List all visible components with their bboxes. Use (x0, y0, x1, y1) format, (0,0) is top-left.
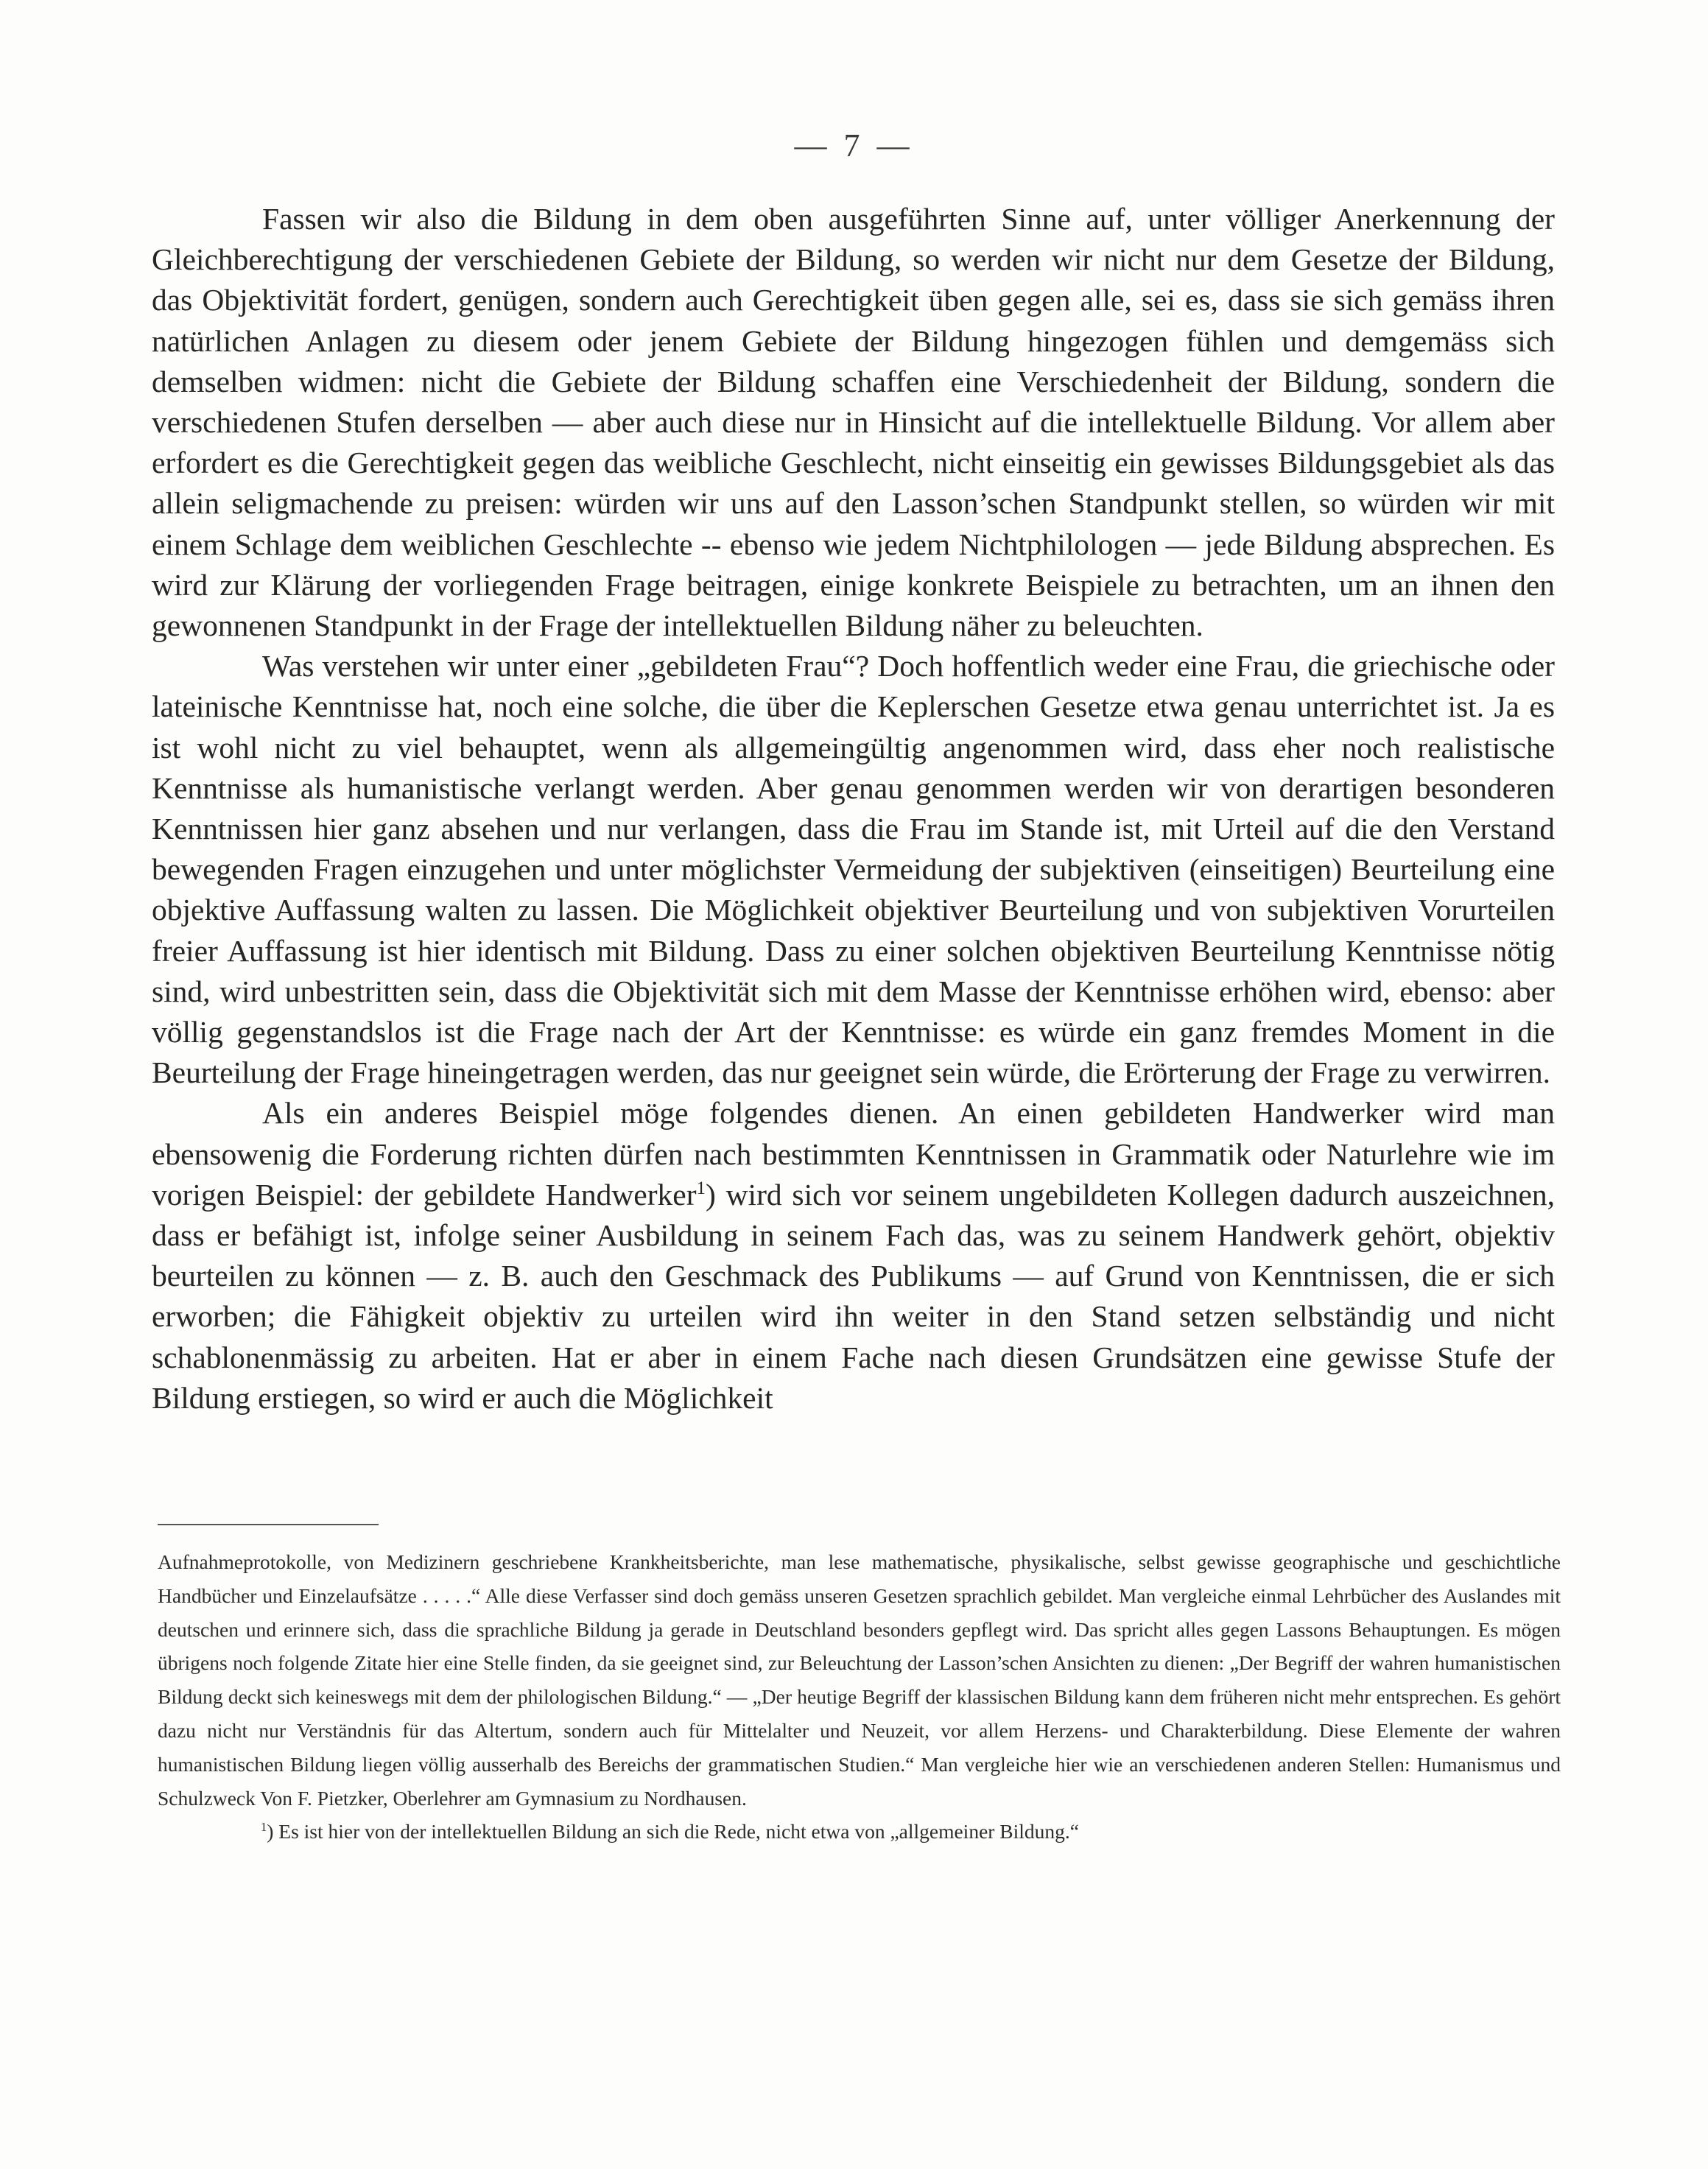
page-number: — 7 — (794, 127, 914, 164)
paragraph-3 (152, 1093, 1555, 1419)
footnotes (158, 1545, 1561, 1849)
footnote-1-text: ) Es ist hier von der intellektuellen Bildung an sich die Rede, nicht etwa von „allgemeiner Bildung.“ (267, 1820, 1080, 1843)
paragraph-2: Was verstehen wir unter einer „gebildeten Frau“? Doch hoffentlich weder eine Frau, die griechische oder lateinische Kenntnisse hat, noch eine solche, die über die Keplerschen Gesetze etwa genau unterrichtet ist. Ja es ist wohl nicht zu viel behauptet, wenn als allgemeingültig angenommen wird, dass eher noch realistische Kenntnisse als humanistische verlangt werden. Aber genau genommen werden wir von derartigen besonderen Kenntnissen hier ganz absehen und nur verlangen, dass die Frau im Stande ist, mit Urteil auf die den Verstand bewegenden Fragen einzugehen und unter möglichster Vermeidung der subjektiven (einseitigen) Beurteilung eine objektive Auffassung walten zu lassen. Die Möglichkeit objektiver Beurteilung und von subjektiven Vorurteilen freier Auffassung ist hier identisch mit Bildung. Dass zu einer solchen objektiven Beurteilung Kenntnisse nötig sind, wird unbestritten sein, dass die Objektivität sich mit dem Masse der Kenntnisse erhöhen wird, ebenso: aber völlig gegenstandslos ist die Frage nach der Art der Kenntnisse: es würde ein ganz fremdes Moment in die Beurteilung der Frage hineingetragen werden, das nur geeignet sein würde, die Erörterung der Frage zu verwirren. (152, 649, 1555, 1090)
paragraph-1: Fassen wir also die Bildung in dem oben ausgeführten Sinne auf, unter völliger Anerkennung der Gleichberechtigung der verschiedenen Gebiete der Bildung, so werden wir nicht nur dem Gesetze der Bildung, das Objektivität fordert, genügen, sondern auch Gerechtigkeit üben gegen alle, sei es, dass sie sich gemäss ihren natürlichen Anlagen zu diesem oder jenem Gebiete der Bildung hingezogen fühlen und demgemäss sich demselben widmen: nicht die Gebiete der Bildung schaffen eine Verschiedenheit der Bildung, sondern die verschiedenen Stufen derselben — aber auch diese nur in Hinsicht auf die intellektuelle Bildung. Vor allem aber erfordert es die Gerechtigkeit gegen das weibliche Geschlecht, nicht einseitig ein gewisses Bildungsgebiet als das allein seligmachende zu preisen: würden wir uns auf den Lasson’schen Standpunkt stellen, so würden wir mit einem Schlage dem weiblichen Geschlechte -- ebenso wie jedem Nichtphilologen — jede Bildung absprechen. Es wird zur Klärung der vorliegenden Frage beitragen, einige konkrete Beispiele zu betrachten, um an ihnen den gewonnenen Standpunkt in der Frage der intellektuellen Bildung näher zu beleuchten. (152, 202, 1555, 643)
footnote-marker: 1 (261, 1820, 267, 1835)
footnote-1 (158, 1815, 1561, 1849)
main-text (152, 199, 1555, 1419)
footnote-reference: 1 (696, 1178, 706, 1199)
paragraph-3-start: Als ein anderes Beispiel möge folgendes dienen. An einen gebildeten Handwerker wird man ebensowenig die Forderung richten dürfen nach bestimmten Kenntnissen in Grammatik oder Naturlehre wie im vorigen Beispiel: der gebildete Handwerker (152, 1096, 1555, 1212)
paragraph-3-end: ) wird sich vor seinem ungebildeten Kollegen dadurch auszeichnen, dass er befähigt ist, infolge seiner Ausbildung in seinem Fach das, was zu seinem Handwerk gehört, objektiv beurteilen zu können — z. B. auch den Geschmack des Publikums — auf Grund von Kenntnissen, die er sich erworben; die Fähigkeit objektiv zu urteilen wird ihn weiter in den Stand setzen selbständig und nicht schablonenmässig zu arbeiten. Hat er aber in einem Fache nach diesen Grundsätzen eine gewisse Stufe der Bildung erstiegen, so wird er auch die Möglichkeit (152, 1177, 1555, 1415)
footnote-continued: Aufnahmeprotokolle, von Medizinern geschriebene Krankheitsberichte, man lese mathematische, physikalische, selbst gewisse geographische und geschichtliche Handbücher und Einzelaufsätze . . . . .“ Alle diese Verfasser sind doch gemäss unseren Gesetzen sprachlich gebildet. Man vergleiche einmal Lehrbücher des Auslandes mit deutschen und erinnere sich, dass die sprachliche Bildung ja gerade in Deutschland besonders gepflegt wird. Das spricht alles gegen Lassons Behauptungen. Es mögen übrigens noch folgende Zitate hier eine Stelle finden, da sie geeignet sind, zur Beleuchtung der Lasson’schen Ansichten zu dienen: „Der Begriff der wahren humanistischen Bildung deckt sich keineswegs mit dem der philologischen Bildung.“ — „Der heutige Begriff der klassischen Bildung kann dem früheren nicht mehr entsprechen. Es gehört dazu nicht nur Verständnis für das Altertum, sondern auch für Mittelalter und Neuzeit, vor allem Herzens- und Charakterbildung. Diese Elemente der wahren humanistischen Bildung liegen völlig ausserhalb des Bereichs der grammatischen Studien.“ Man vergleiche hier wie an verschiedenen anderen Stellen: Humanismus und Schulzweck Von F. Pietzker, Oberlehrer am Gymnasium zu Nordhausen. (158, 1550, 1561, 1810)
footnote-divider (158, 1524, 379, 1525)
